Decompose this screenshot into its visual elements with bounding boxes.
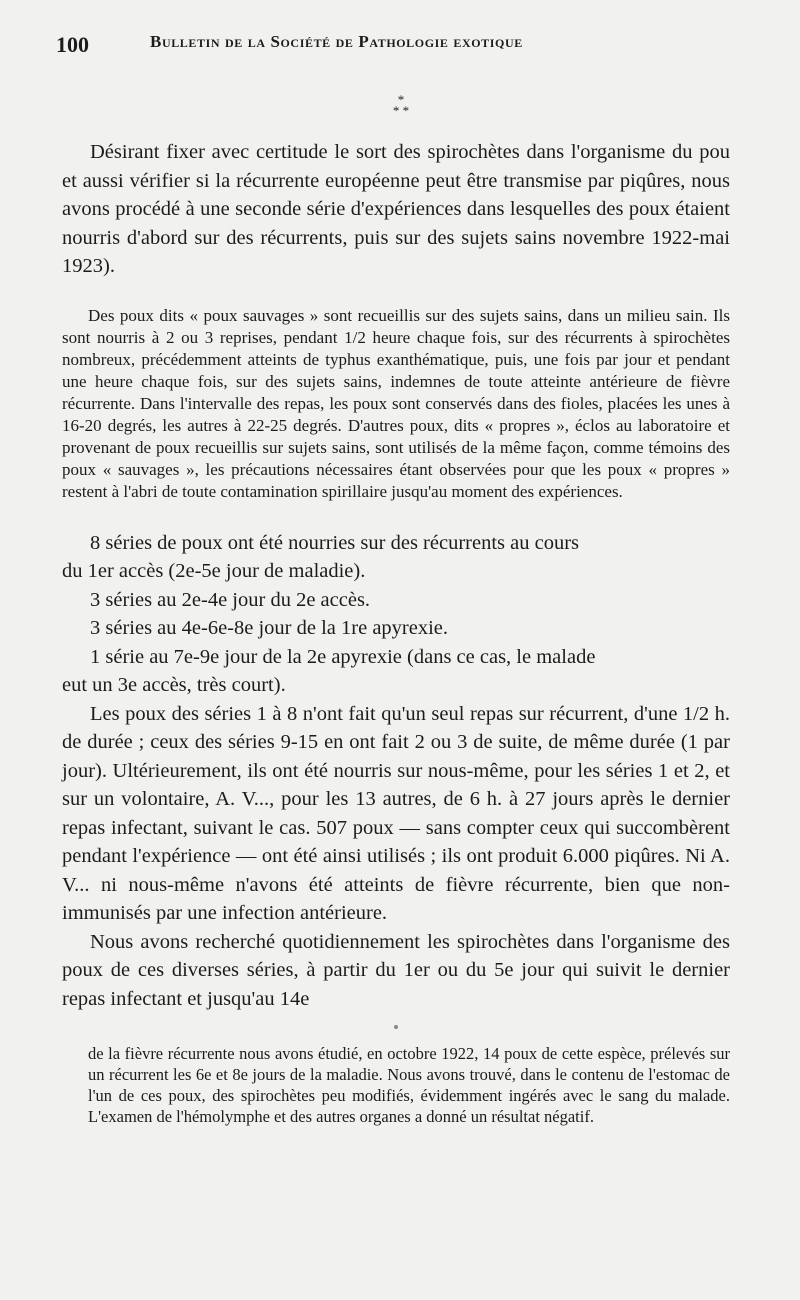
footnote-separator <box>394 1025 398 1029</box>
running-title: Bulletin de la Société de Pathologie exotique <box>150 32 523 51</box>
ornament-line-1: * <box>397 92 405 107</box>
page-header <box>56 28 730 58</box>
series-line-1-cont: du 1er accès (2e-5e jour de maladie). <box>62 560 366 582</box>
series-line-4: 1 série au 7e-9e jour de la 2e apyrexie (dans ce cas, le malade <box>90 645 596 668</box>
section-ornament <box>62 94 730 116</box>
ornament-line-2: * * <box>392 103 410 118</box>
results-paragraph: Les poux des séries 1 à 8 n'ont fait qu'un seul repas sur récurrent, d'une 1/2 h. de durée ; ceux des séries 9-15 en ont fait 2 ou 3 de suite, de même durée (1 par jour). Ultérieurement, ils ont été nourris sur nous-même, pour les séries 1 et 2, et sur un volontaire, A. V..., pour les 13 autres, de 6 h. à 27 jours après le dernier repas infectant, suivant le cas. 507 poux — sans compter ceux qui succombèrent pendant l'expérience — ont été ainsi utilisés ; ils ont produit 6.000 piqûres. Ni A. V... ni nous-même n'avons été atteints de fièvre récurrente, bien que non-immunisés par une infection antérieure. <box>62 702 730 924</box>
series-list <box>62 529 730 700</box>
series-line-1: 8 séries de poux ont été nourries sur des récurrents au cours <box>90 531 579 554</box>
methods-paragraph: Des poux dits « poux sauvages » sont recueillis sur des sujets sains, dans un milieu sain. Ils sont nourris à 2 ou 3 reprises, pendant 1/2 heure chaque fois, sur des récurrents à spirochètes nombreux, précédemment atteints de typhus exanthématique, puis, une fois par jour et pendant une heure chaque fois, sur des sujets sains, indemnes de toute atteinte antérieure de fièvre récurrente. Dans l'intervalle des repas, les poux sont conservés dans des fioles, placées les unes à 16-20 degrés, les autres à 22-25 degrés. D'autres poux, dits « propres », éclos au laboratoire et provenant de poux recueillis sur sujets sains, sont utilisés de la même façon, comme témoins des poux « sauvages », les précautions nécessaires étant observées pour que les poux « propres » restent à l'abri de toute contamination spirillaire jusqu'au moment des expériences. <box>62 305 730 501</box>
series-line-3: 3 séries au 4e-6e-8e jour de la 1re apyrexie. <box>90 617 449 639</box>
footnote: de la fièvre récurrente nous avons étudié, en octobre 1922, 14 poux de cette espèce, prélevés sur un récurrent les 6e et 8e jours de la maladie. Nous avons trouvé, dans le contenu de l'estomac de l'un de ces poux, des spirochètes peu modifiés, évidemment ingérés avec le sang du malade. L'examen de l'hémolymphe et des autres organes a donné un résultat négatif. <box>88 1044 730 1126</box>
series-line-4-cont: eut un 3e accès, très court). <box>62 674 286 696</box>
series-line-2: 3 séries au 2e-4e jour du 2e accès. <box>90 588 371 611</box>
search-paragraph: Nous avons recherché quotidiennement les spirochètes dans l'organisme des poux de ces diverses séries, à partir du 1er ou du 5e jour qui suivit le dernier repas infectant et jusqu'au 14e <box>62 930 730 1010</box>
intro-paragraph: Désirant fixer avec certitude le sort des spirochètes dans l'organisme du pou et aussi vérifier si la récurrente européenne peut être transmise par piqûres, nous avons procédé à une seconde série d'expériences dans lesquelles des poux étaient nourris d'abord sur des récurrents, puis sur des sujets sains novembre 1922-mai 1923). <box>62 141 730 277</box>
page-number: 100 <box>56 32 89 57</box>
